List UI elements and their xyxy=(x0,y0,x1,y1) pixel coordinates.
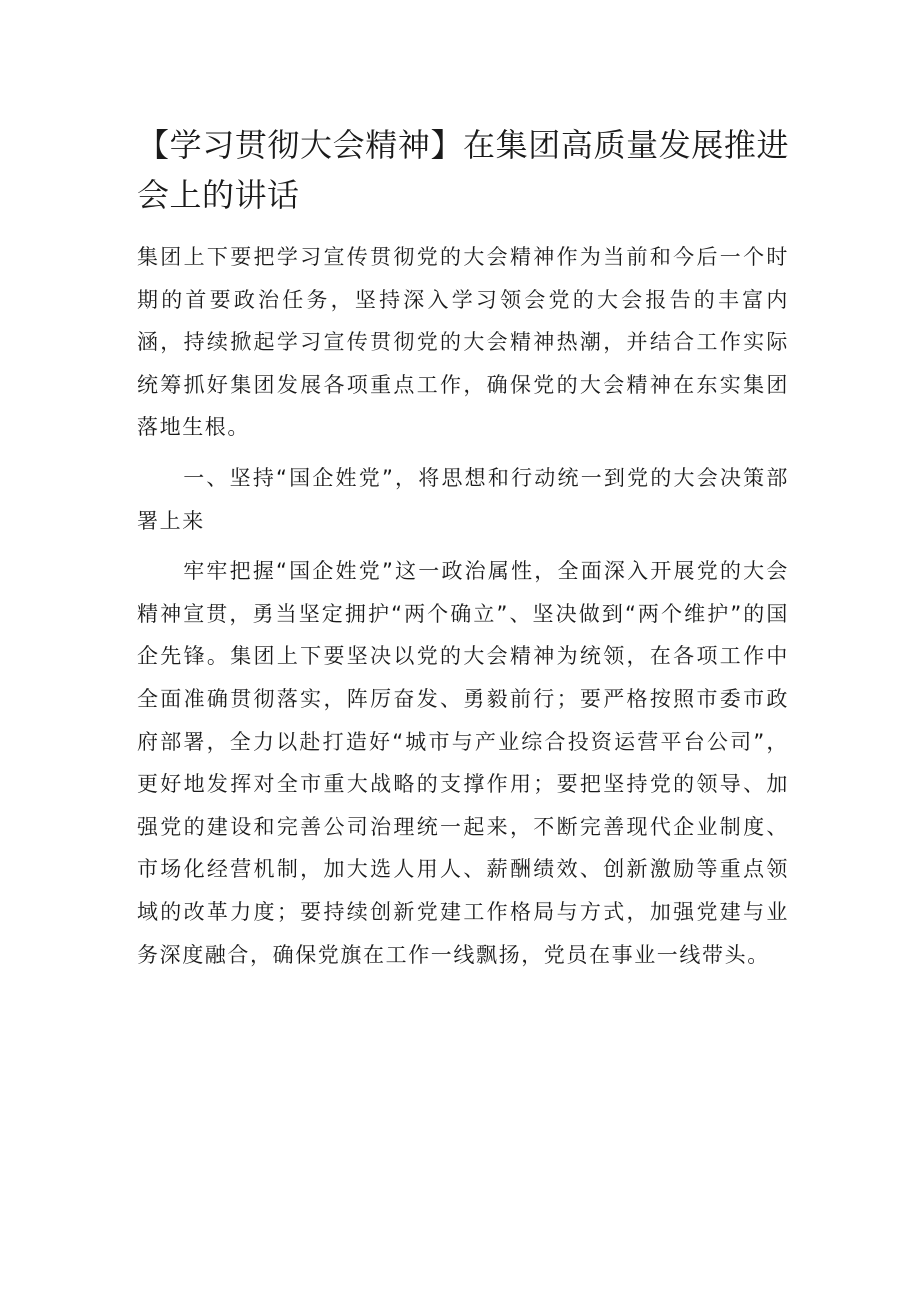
section-heading-1: 一、坚持“国企姓党”，将思想和行动统一到党的大会决策部署上来 xyxy=(137,465,789,533)
section-1-paragraph: 牢牢把握“国企姓党”这一政治属性，全面深入开展党的大会精神宣贯，勇当坚定拥护“两个确立”、坚决做到“两个维护”的国企先锋。集团上下要坚决以党的大会精神为统领，在各项工作中全面准确贯彻落实，阵厉奋发、勇毅前行；要严格按照市委市政府部署，全力以赴打造好“城市与产业综合投资运营平台公司”，更好地发挥对全市重大战略的支撑作用；要把坚持党的领导、加强党的建设和完善公司治理统一起来，不断完善现代企业制度、市场化经营机制，加大选人用人、薪酬绩效、创新激励等重点领域的改革力度；要持续创新党建工作格局与方式，加强党建与业务深度融合，确保党旗在工作一线飘扬，党员在事业一线带头。 xyxy=(137,559,789,967)
document-title: 【学习贯彻大会精神】在集团高质量发展推进会上的讲话 xyxy=(137,126,789,214)
document-page xyxy=(137,120,789,984)
intro-paragraph: 集团上下要把学习宣传贯彻党的大会精神作为当前和今后一个时期的首要政治任务，坚持深入学习领会党的大会报告的丰富内涵，持续掀起学习宣传贯彻党的大会精神热潮，并结合工作实际统筹抓好集团发展各项重点工作，确保党的大会精神在东实集团落地生根。 xyxy=(137,245,789,440)
